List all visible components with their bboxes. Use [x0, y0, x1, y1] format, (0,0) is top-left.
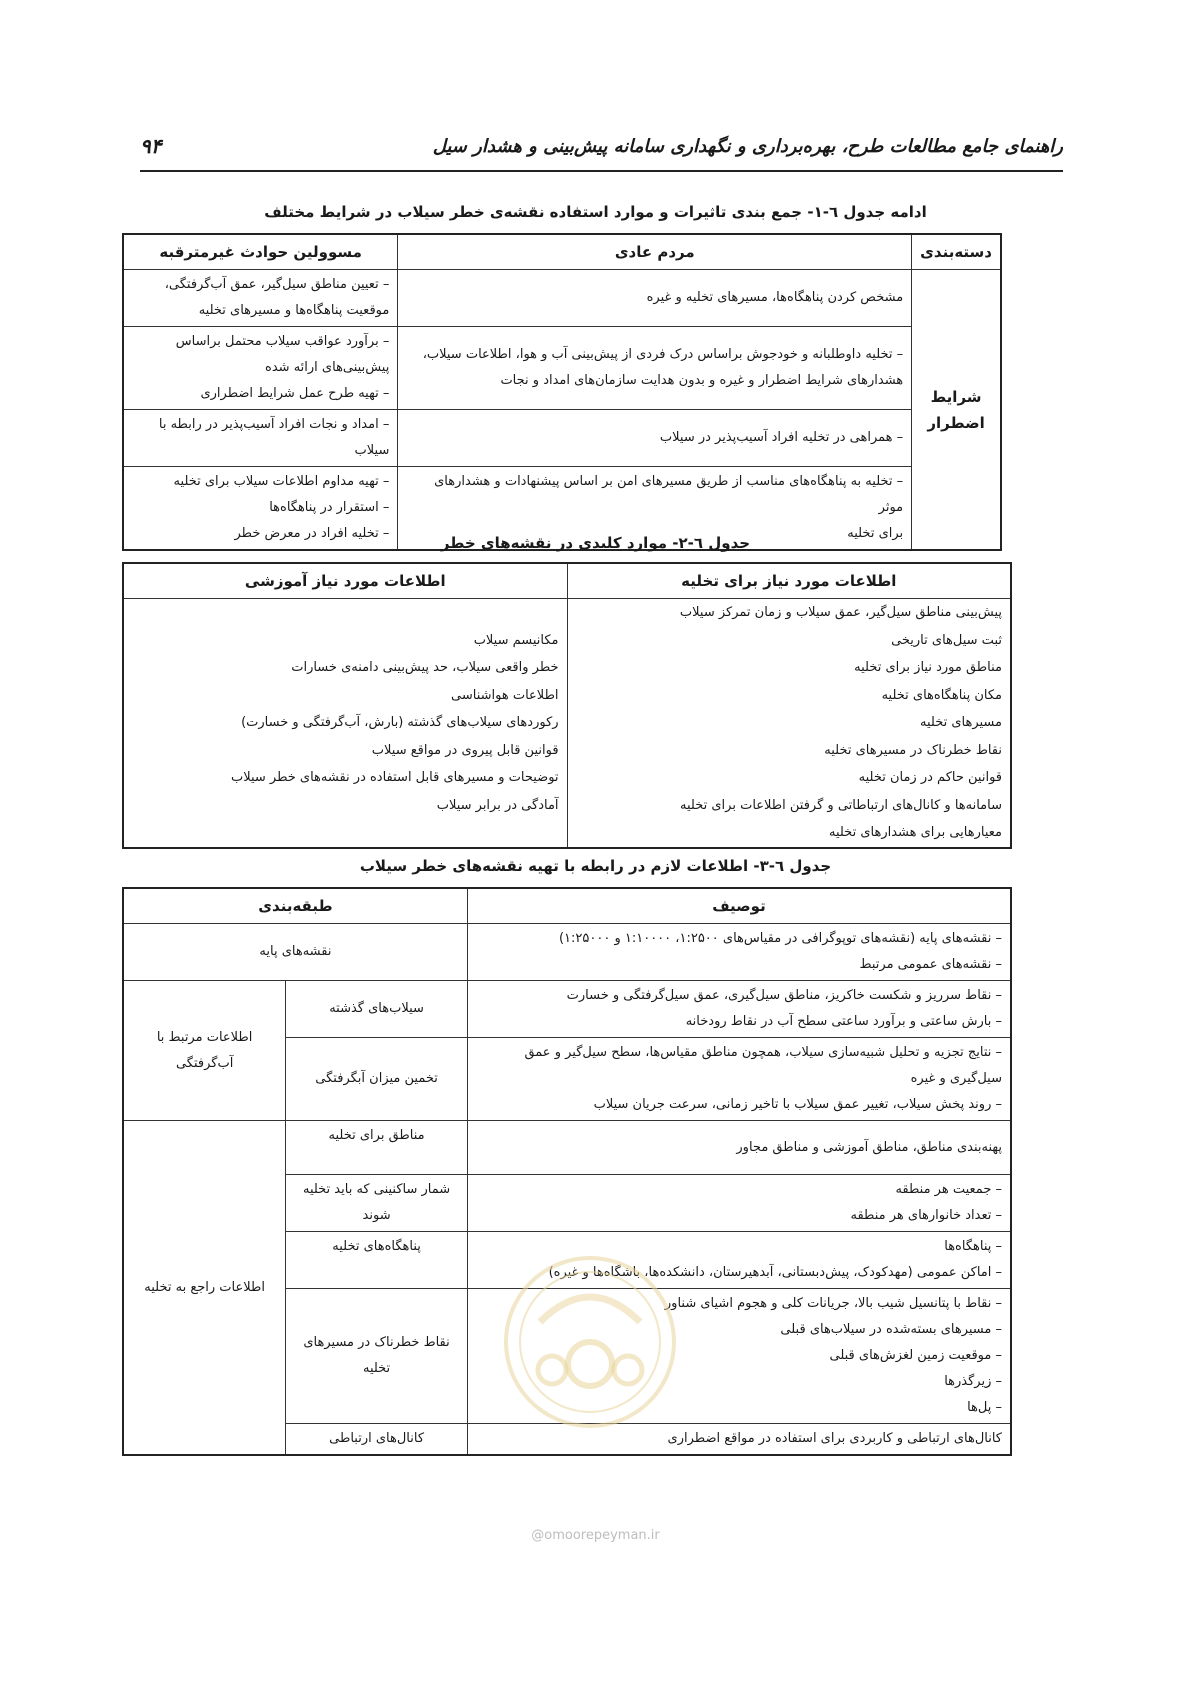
- cell-line: اطلاعات راجع به تخلیه: [144, 1279, 265, 1295]
- cell-line: پناهگاه‌های تخلیه: [332, 1239, 421, 1254]
- description-cell: [467, 1038, 1011, 1121]
- list-item: مسیرهای تخلیه: [920, 715, 1002, 730]
- table-row: [123, 410, 1001, 467]
- subcategory-label: [286, 1121, 468, 1175]
- category-line: اضطرار: [927, 413, 985, 432]
- table1-header-officials: مسوولین حوادث غیرمترقبه: [123, 234, 398, 270]
- cell-line: – نقشه‌های پایه (نقشه‌های توپوگرافی در مقیاس‌های ۱:۲۵۰۰، ۱:۱۰۰۰۰ و ۱:۲۵۰۰۰): [558, 931, 1002, 946]
- list-item: نقاط خطرناک در مسیرهای تخلیه: [824, 742, 1002, 758]
- cell-line: – تهیه مداوم اطلاعات سیلاب برای تخلیه: [173, 474, 390, 489]
- page-header: [140, 128, 1063, 172]
- table-row: [123, 327, 1001, 410]
- list-item: [132, 599, 559, 627]
- cell-line: کانال‌های ارتباطی و کاربردی برای استفاده در مواقع اضطراری: [667, 1431, 1002, 1446]
- list-item: آمادگی در برابر سیلاب: [436, 797, 559, 813]
- list-item: پیش‌بینی مناطق سیل‌گیر، عمق سیلاب و زمان تمرکز سیلاب: [679, 605, 1002, 620]
- table2-header-evacuation: اطلاعات مورد نیاز برای تخلیه: [567, 563, 1011, 599]
- subcategory-label: [286, 1232, 468, 1289]
- subcategory-label: [286, 1038, 468, 1121]
- cell-line: سیلاب‌های گذشته: [329, 1001, 424, 1016]
- subcategory-label: [286, 1289, 468, 1424]
- cell-line: – تهیه طرح عمل شرایط اضطراری: [200, 386, 390, 401]
- list-item: مناطق مورد نیاز برای تخلیه: [854, 660, 1002, 675]
- table-row: [123, 270, 1001, 327]
- cell-line: مشخص کردن پناهگاه‌ها، مسیرهای تخلیه و غیره: [646, 290, 904, 305]
- officials-cell: [123, 327, 398, 410]
- evacuation-category-label: [123, 1121, 286, 1456]
- subcategory-label: [286, 981, 468, 1038]
- cell-line: پهنه‌بندی مناطق، مناطق آموزشی و مناطق مجاور: [736, 1139, 1002, 1155]
- cell-line: – همراهی در تخلیه افراد آسیب‌پذیر در سیلاب: [659, 430, 904, 445]
- table1-header-category: دسته‌بندی: [912, 234, 1001, 270]
- table1-header-people: مردم عادی: [398, 234, 912, 270]
- cell-line: – پناهگاه‌ها: [944, 1239, 1002, 1254]
- cell-line: تخلیه: [362, 1361, 391, 1376]
- cell-line: نقاط خطرناک در مسیرهای: [303, 1335, 450, 1350]
- description-cell: [467, 924, 1011, 981]
- cell-line: موقعیت پناهگاه‌ها و مسیرهای تخلیه: [198, 303, 390, 318]
- cell-line: – نتایج تجزیه و تحلیل شبیه‌سازی سیلاب، همچون مناطق مقیاس‌ها، سطح سیل‌گیر و عمق: [524, 1045, 1002, 1060]
- people-cell: [398, 270, 912, 327]
- cell-line: شمار ساکنینی که باید تخلیه: [302, 1182, 451, 1197]
- table3-header-classification: طبقه‌بندی: [123, 888, 467, 924]
- cell-line: – استقرار در پناهگاه‌ها: [269, 500, 390, 515]
- table-row: [123, 1121, 1011, 1175]
- cell-line: – امداد و نجات افراد آسیب‌پذیر در رابطه با سیلاب: [158, 417, 390, 458]
- table-row: [123, 924, 1011, 981]
- cell-line: اطلاعات مرتبط با: [156, 1029, 253, 1045]
- cell-line: – نقشه‌های عمومی مرتبط: [859, 957, 1002, 972]
- people-cell: [398, 327, 912, 410]
- evacuation-list: [567, 599, 1011, 848]
- cell-line: تخمین میزان آبگرفتگی: [315, 1071, 438, 1086]
- category-line: شرایط: [930, 387, 982, 406]
- description-cell: [467, 1121, 1011, 1175]
- table1-caption: ادامه جدول ٦-١- جمع بندی تاثیرات و موارد استفاده نقشه‌ی خطر سیلاب در شرایط مختلف: [264, 203, 927, 221]
- table1-header-row: [123, 234, 1001, 270]
- cell-line: شوند: [362, 1208, 391, 1223]
- running-title: راهنمای جامع مطالعات طرح، بهره‌برداری و نگهداری سامانه پیش‌بینی و هشدار سیل: [432, 136, 1063, 157]
- watermark-text: @omoorepeyman.ir: [531, 1528, 660, 1543]
- cell-line: – تخلیه به پناهگاه‌های مناسب از طریق مسیرهای امن بر اساس پیشنهادات و هشدارهای موثر: [434, 474, 904, 515]
- list-item: مکانیسم سیلاب: [473, 632, 559, 648]
- table3-caption: جدول ٦-٣- اطلاعات لازم در رابطه با تهیه نقشه‌های خطر سیلاب: [359, 857, 832, 875]
- description-cell: [467, 1175, 1011, 1232]
- cell-line: – نقاط با پتانسیل شیب بالا، جریانات کلی و هجوم اشیای شناور: [664, 1296, 1002, 1311]
- cell-line: – تعداد خانوارهای هر منطقه: [850, 1208, 1002, 1223]
- cell-line: برای تخلیه: [847, 526, 904, 541]
- list-item: مکان پناهگاه‌های تخلیه: [881, 687, 1002, 703]
- list-item: توضیحات و مسیرهای قابل استفاده در نقشه‌های خطر سیلاب: [230, 770, 559, 785]
- list-item: اطلاعات هواشناسی: [451, 687, 559, 703]
- list-item: قوانین حاکم در زمان تخلیه: [858, 770, 1002, 785]
- table2: [122, 562, 1012, 849]
- list-item: ثبت سیل‌های تاریخی: [891, 632, 1002, 648]
- table1: [122, 233, 1002, 551]
- educational-list: [123, 599, 567, 848]
- officials-cell: [123, 270, 398, 327]
- base-maps-label: نقشه‌های پایه: [123, 924, 467, 981]
- description-cell: [467, 981, 1011, 1038]
- cell-line: – تخلیه افراد در معرض خطر: [234, 526, 390, 541]
- cell-line: – موقعیت زمین لغزش‌های قبلی: [829, 1348, 1002, 1363]
- table-row: [123, 599, 1011, 848]
- table1-category-cell: [912, 270, 1001, 551]
- list-item: خطر واقعی سیلاب، حد پیش‌بینی دامنه‌ی خسارات: [291, 660, 559, 675]
- cell-line: – نقاط سرریز و شکست خاکریز، مناطق سیل‌گیری، عمق سیل‌گرفتگی و خسارت: [566, 988, 1002, 1003]
- cell-line: – تخلیه داوطلبانه و خودجوش براساس درک فردی از پیش‌بینی آب و هوا، اطلاعات سیلاب،: [422, 347, 904, 362]
- cell-line: – روند پخش سیلاب، تغییر عمق سیلاب با تاخیر زمانی، سرعت جریان سیلاب: [593, 1097, 1002, 1112]
- cell-line: – برآورد عواقب سیلاب محتمل براساس: [175, 334, 390, 349]
- page-number: ۹۴: [140, 134, 162, 158]
- table2-header-row: [123, 563, 1011, 599]
- subcategory-label: [286, 1175, 468, 1232]
- cell-line: – بارش ساعتی و برآورد ساعتی سطح آب در نقاط رودخانه: [685, 1014, 1002, 1029]
- cell-line: پیش‌بینی‌های ارائه شده: [265, 360, 390, 375]
- cell-line: – زیرگذرها: [944, 1374, 1002, 1389]
- table-row: [123, 981, 1011, 1038]
- subcategory-label: [286, 1424, 468, 1456]
- cell-line: – اماکن عمومی (مهدکودک، پیش‌دبستانی، آبدهیرستان، دانشکده‌ها، باشگاه‌ها و غیره): [548, 1265, 1002, 1280]
- seal-logo: [500, 1252, 680, 1432]
- cell-line: مناطق برای تخلیه: [328, 1128, 425, 1143]
- table2-caption: جدول ٦-٢- موارد کلیدی در نقشه‌های خطر: [440, 534, 751, 552]
- list-item: رکوردهای سیلاب‌های گذشته (بارش، آب‌گرفتگی و خسارت): [241, 715, 559, 730]
- cell-line: آب‌گرفتگی: [175, 1055, 234, 1071]
- flooding-category-label: [123, 981, 286, 1121]
- cell-line: – جمعیت هر منطقه: [895, 1182, 1002, 1197]
- list-item: سامانه‌ها و کانال‌های ارتباطاتی و گرفتن اطلاعات برای تخلیه: [680, 797, 1002, 813]
- people-cell: [398, 410, 912, 467]
- cell-line: – تعیین مناطق سیل‌گیر، عمق آب‌گرفتگی،: [164, 277, 390, 292]
- table3-header-description: توصیف: [467, 888, 1011, 924]
- list-item: معیارهایی برای هشدارهای تخلیه: [828, 825, 1002, 840]
- table3-header-row: [123, 888, 1011, 924]
- cell-line: – پل‌ها: [967, 1400, 1002, 1415]
- cell-line: سیل‌گیری و غیره: [910, 1071, 1002, 1086]
- cell-line: – مسیرهای بسته‌شده در سیلاب‌های قبلی: [780, 1322, 1002, 1337]
- officials-cell: [123, 410, 398, 467]
- list-item: قوانین قابل پیروی در مواقع سیلاب: [371, 742, 559, 758]
- table2-header-educational: اطلاعات مورد نیاز آموزشی: [123, 563, 567, 599]
- cell-line: کانال‌های ارتباطی: [329, 1431, 425, 1446]
- cell-line: هشدارهای شرایط اضطرار و غیره و بدون هدایت سازمان‌های امداد و نجات: [500, 373, 904, 388]
